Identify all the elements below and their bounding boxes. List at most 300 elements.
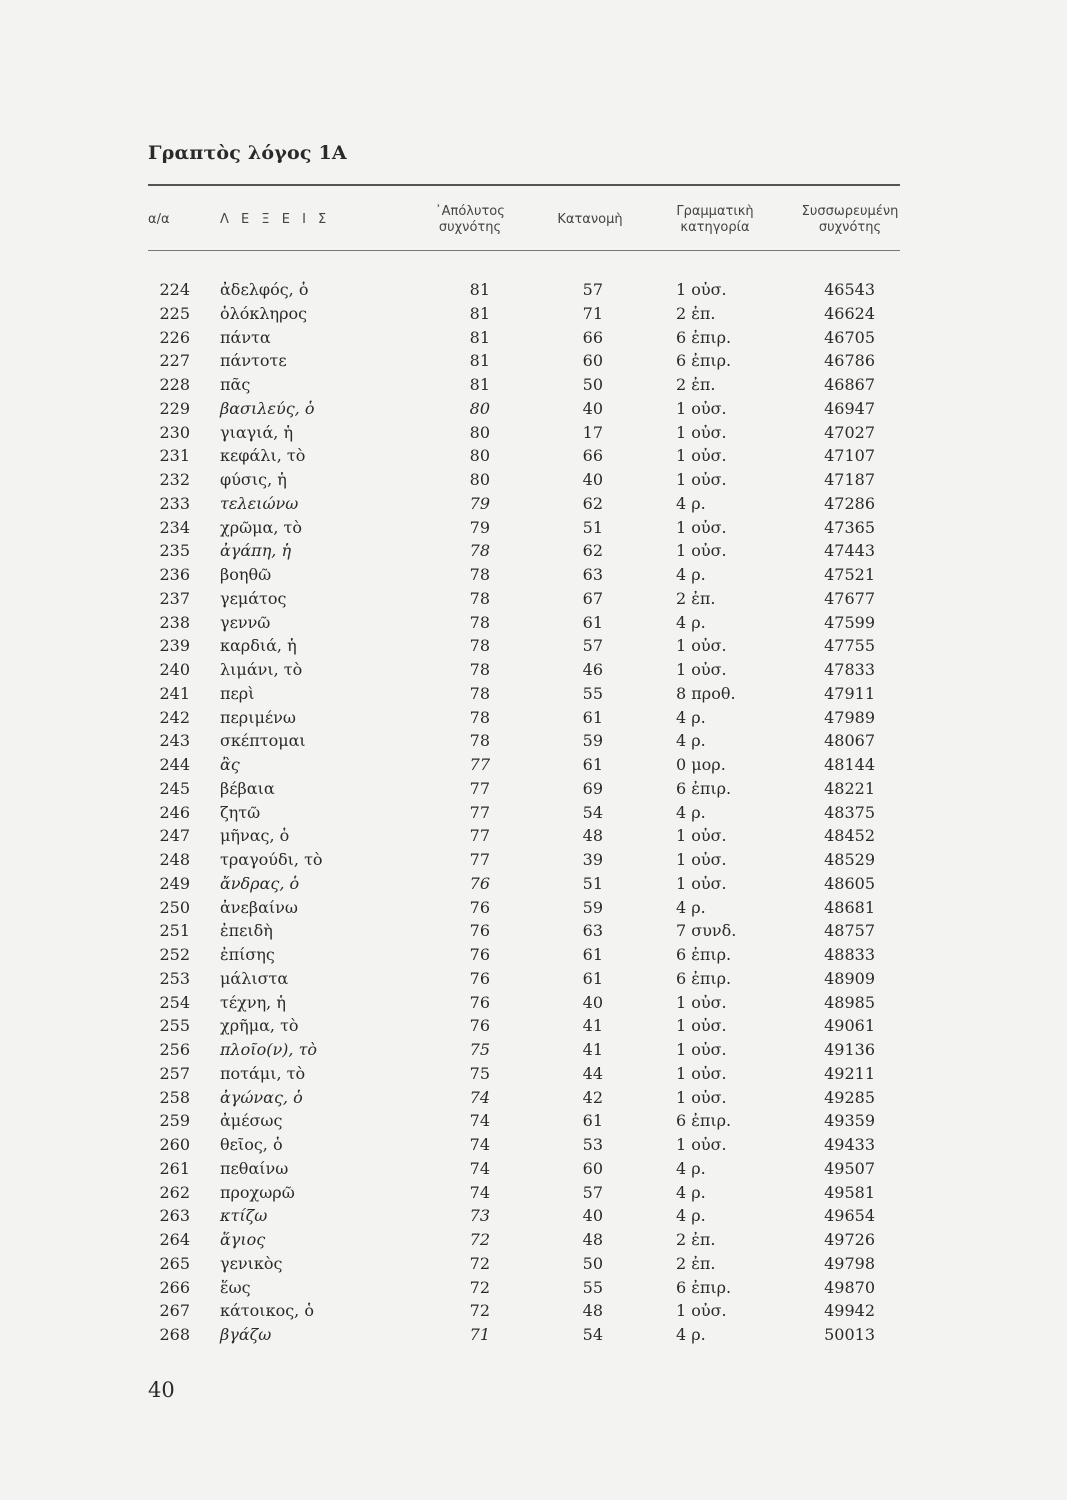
row-word: περιμένω bbox=[220, 707, 296, 727]
row-absolute-frequency: 72 bbox=[469, 1230, 490, 1249]
row-cumulative-frequency: 48985 bbox=[824, 992, 875, 1012]
page-number: 40 bbox=[148, 1378, 175, 1402]
row-word: ἅγιος bbox=[220, 1230, 266, 1249]
table-row bbox=[0, 919, 1067, 943]
row-grammatical-category: 1 οὐσ. bbox=[676, 1135, 727, 1154]
row-number: 245 bbox=[159, 778, 190, 798]
row-word: βασιλεύς, ὁ bbox=[220, 398, 315, 418]
row-cumulative-frequency: 46786 bbox=[824, 351, 875, 371]
column-header-words: Λ Ε Ξ Ε Ι Σ bbox=[220, 212, 331, 227]
row-grammatical-category: 1 οὐσ. bbox=[676, 280, 727, 299]
row-cumulative-frequency: 49654 bbox=[824, 1206, 875, 1226]
row-distribution: 62 bbox=[582, 541, 603, 561]
row-grammatical-category: 2 ἐπ. bbox=[676, 1230, 716, 1249]
table-row bbox=[0, 967, 1067, 991]
table-row bbox=[0, 753, 1067, 777]
table-row bbox=[0, 1228, 1067, 1252]
column-header-grammatical-category bbox=[655, 204, 775, 236]
row-grammatical-category: 6 ἐπιρ. bbox=[676, 945, 732, 964]
table-row bbox=[0, 302, 1067, 326]
row-number: 263 bbox=[159, 1206, 190, 1226]
row-distribution: 53 bbox=[582, 1135, 603, 1154]
row-grammatical-category: 2 ἐπ. bbox=[676, 588, 716, 608]
row-grammatical-category: 4 ρ. bbox=[676, 565, 706, 584]
row-distribution: 57 bbox=[582, 636, 603, 656]
row-cumulative-frequency: 49359 bbox=[824, 1111, 875, 1131]
row-distribution: 61 bbox=[582, 612, 603, 632]
row-cumulative-frequency: 48067 bbox=[824, 731, 875, 751]
row-word: πάντα bbox=[220, 327, 271, 347]
row-absolute-frequency: 77 bbox=[469, 802, 490, 822]
table-row bbox=[0, 682, 1067, 706]
row-word: λιμάνι, τὸ bbox=[220, 660, 303, 679]
row-distribution: 48 bbox=[582, 1230, 603, 1249]
table-row bbox=[0, 1062, 1067, 1086]
row-grammatical-category: 6 ἐπιρ. bbox=[676, 778, 732, 798]
row-distribution: 62 bbox=[582, 493, 603, 513]
row-absolute-frequency: 79 bbox=[469, 517, 490, 537]
row-absolute-frequency: 81 bbox=[469, 351, 490, 371]
header-line: συχνότης bbox=[818, 220, 882, 235]
row-distribution: 55 bbox=[582, 683, 603, 703]
row-absolute-frequency: 76 bbox=[469, 1016, 490, 1036]
table-row bbox=[0, 444, 1067, 468]
row-number: 240 bbox=[159, 660, 190, 679]
row-grammatical-category: 1 οὐσ. bbox=[676, 850, 727, 869]
table-row bbox=[0, 634, 1067, 658]
row-word: καρδιά, ἡ bbox=[220, 636, 297, 656]
row-number: 264 bbox=[159, 1230, 190, 1249]
row-number: 268 bbox=[159, 1325, 190, 1344]
row-absolute-frequency: 76 bbox=[469, 992, 490, 1012]
row-cumulative-frequency: 47443 bbox=[824, 541, 875, 561]
row-grammatical-category: 1 οὐσ. bbox=[676, 1016, 727, 1036]
table-row bbox=[0, 777, 1067, 801]
row-distribution: 61 bbox=[582, 755, 603, 774]
row-word: φύσις, ἡ bbox=[220, 470, 287, 489]
row-grammatical-category: 1 οὐσ. bbox=[676, 826, 727, 846]
row-number: 227 bbox=[159, 351, 190, 371]
row-absolute-frequency: 76 bbox=[469, 968, 490, 988]
row-distribution: 61 bbox=[582, 707, 603, 727]
header-line: κατηγορία bbox=[680, 220, 750, 235]
row-grammatical-category: 6 ἐπιρ. bbox=[676, 1277, 732, 1297]
row-grammatical-category: 2 ἐπ. bbox=[676, 303, 716, 323]
row-cumulative-frequency: 47286 bbox=[824, 493, 875, 513]
table-row bbox=[0, 824, 1067, 848]
row-word: βγάζω bbox=[220, 1325, 272, 1344]
row-number: 253 bbox=[159, 968, 190, 988]
row-distribution: 48 bbox=[582, 1301, 603, 1321]
row-word: ποτάμι, τὸ bbox=[220, 1063, 306, 1083]
row-distribution: 40 bbox=[582, 398, 603, 418]
row-word: προχωρῶ bbox=[220, 1182, 295, 1202]
row-distribution: 66 bbox=[582, 327, 603, 347]
row-absolute-frequency: 72 bbox=[469, 1253, 490, 1273]
row-distribution: 50 bbox=[582, 1253, 603, 1273]
row-distribution: 17 bbox=[582, 422, 603, 442]
row-cumulative-frequency: 49285 bbox=[824, 1087, 875, 1107]
row-number: 226 bbox=[159, 327, 190, 347]
row-number: 265 bbox=[159, 1253, 190, 1273]
row-distribution: 60 bbox=[582, 351, 603, 371]
row-absolute-frequency: 74 bbox=[469, 1087, 490, 1107]
row-grammatical-category: 7 συνδ. bbox=[676, 921, 737, 941]
table-row bbox=[0, 349, 1067, 373]
row-number: 235 bbox=[159, 541, 190, 561]
row-word: τραγούδι, τὸ bbox=[220, 850, 323, 869]
row-number: 244 bbox=[159, 755, 190, 774]
table-row bbox=[0, 563, 1067, 587]
column-header-distribution: Κατανομὴ bbox=[557, 212, 623, 227]
row-grammatical-category: 4 ρ. bbox=[676, 1325, 706, 1344]
row-word: ἐπίσης bbox=[220, 945, 275, 964]
table-row bbox=[0, 587, 1067, 611]
row-grammatical-category: 4 ρ. bbox=[676, 1182, 706, 1202]
row-grammatical-category: 4 ρ. bbox=[676, 707, 706, 727]
row-word: ἀδελφός, ὁ bbox=[220, 280, 309, 299]
row-number: 257 bbox=[159, 1063, 190, 1083]
row-distribution: 41 bbox=[582, 1040, 603, 1059]
row-word: ἕως bbox=[220, 1277, 251, 1297]
row-absolute-frequency: 76 bbox=[469, 873, 490, 893]
row-cumulative-frequency: 47107 bbox=[824, 446, 875, 466]
row-absolute-frequency: 74 bbox=[469, 1182, 490, 1202]
row-distribution: 54 bbox=[582, 802, 603, 822]
row-grammatical-category: 1 οὐσ. bbox=[676, 1040, 727, 1059]
row-word: ἄνδρας, ὁ bbox=[220, 873, 300, 893]
row-cumulative-frequency: 46947 bbox=[824, 398, 875, 418]
row-grammatical-category: 4 ρ. bbox=[676, 493, 706, 513]
header-line: Συσσωρευμένη bbox=[801, 204, 899, 219]
row-number: 247 bbox=[159, 826, 190, 846]
row-distribution: 44 bbox=[582, 1063, 603, 1083]
table-row bbox=[0, 991, 1067, 1015]
frequency-table bbox=[0, 278, 1067, 1347]
row-grammatical-category: 1 οὐσ. bbox=[676, 1301, 727, 1321]
table-row bbox=[0, 1157, 1067, 1181]
row-word: γεννῶ bbox=[220, 612, 271, 632]
row-cumulative-frequency: 48375 bbox=[824, 802, 875, 822]
row-word: σκέπτομαι bbox=[220, 731, 306, 751]
row-number: 251 bbox=[159, 921, 190, 941]
row-distribution: 40 bbox=[582, 470, 603, 489]
row-word: κεφάλι, τὸ bbox=[220, 446, 306, 466]
row-distribution: 50 bbox=[582, 375, 603, 394]
row-grammatical-category: 4 ρ. bbox=[676, 612, 706, 632]
column-header-cumulative-frequency bbox=[790, 204, 910, 236]
row-absolute-frequency: 78 bbox=[469, 660, 490, 679]
row-word: πάντοτε bbox=[220, 351, 287, 371]
row-word: πλοῖο(ν), τὸ bbox=[220, 1040, 318, 1059]
row-number: 262 bbox=[159, 1182, 190, 1202]
table-row bbox=[0, 1204, 1067, 1228]
table-row bbox=[0, 943, 1067, 967]
row-grammatical-category: 8 προθ. bbox=[676, 683, 736, 703]
row-word: τελειώνω bbox=[220, 493, 299, 513]
row-number: 243 bbox=[159, 731, 190, 751]
row-grammatical-category: 2 ἐπ. bbox=[676, 375, 716, 394]
row-word: πᾶς bbox=[220, 375, 251, 394]
row-word: γεμάτος bbox=[220, 588, 287, 608]
table-row bbox=[0, 421, 1067, 445]
table-row bbox=[0, 539, 1067, 563]
row-word: βέβαια bbox=[220, 778, 275, 798]
row-cumulative-frequency: 47911 bbox=[824, 683, 875, 703]
row-word: γενικὸς bbox=[220, 1253, 283, 1273]
row-number: 254 bbox=[159, 992, 190, 1012]
row-grammatical-category: 6 ἐπιρ. bbox=[676, 1111, 732, 1131]
table-row bbox=[0, 373, 1067, 397]
row-number: 224 bbox=[159, 280, 190, 299]
row-absolute-frequency: 80 bbox=[469, 470, 490, 489]
row-cumulative-frequency: 47755 bbox=[824, 636, 875, 656]
row-absolute-frequency: 78 bbox=[469, 731, 490, 751]
row-grammatical-category: 4 ρ. bbox=[676, 731, 706, 751]
row-cumulative-frequency: 48144 bbox=[824, 755, 875, 774]
row-grammatical-category: 6 ἐπιρ. bbox=[676, 968, 732, 988]
row-number: 258 bbox=[159, 1087, 190, 1107]
row-distribution: 42 bbox=[582, 1087, 603, 1107]
row-absolute-frequency: 81 bbox=[469, 303, 490, 323]
row-word: ἀγάπη, ἡ bbox=[220, 541, 292, 561]
row-grammatical-category: 1 οὐσ. bbox=[676, 1087, 727, 1107]
row-word: ζητῶ bbox=[220, 802, 261, 822]
row-grammatical-category: 2 ἐπ. bbox=[676, 1253, 716, 1273]
row-absolute-frequency: 72 bbox=[469, 1301, 490, 1321]
row-distribution: 54 bbox=[582, 1325, 603, 1344]
row-absolute-frequency: 78 bbox=[469, 565, 490, 584]
row-distribution: 39 bbox=[582, 850, 603, 869]
row-cumulative-frequency: 49870 bbox=[824, 1277, 875, 1297]
row-word: πεθαίνω bbox=[220, 1158, 289, 1178]
row-number: 239 bbox=[159, 636, 190, 656]
table-row bbox=[0, 611, 1067, 635]
row-cumulative-frequency: 48221 bbox=[824, 778, 875, 798]
table-row bbox=[0, 801, 1067, 825]
row-distribution: 48 bbox=[582, 826, 603, 846]
row-number: 249 bbox=[159, 873, 190, 893]
row-distribution: 41 bbox=[582, 1016, 603, 1036]
row-grammatical-category: 1 οὐσ. bbox=[676, 398, 727, 418]
row-cumulative-frequency: 48681 bbox=[824, 897, 875, 917]
row-cumulative-frequency: 48833 bbox=[824, 945, 875, 964]
row-word: μάλιστα bbox=[220, 968, 289, 988]
row-number: 260 bbox=[159, 1135, 190, 1154]
row-grammatical-category: 1 οὐσ. bbox=[676, 422, 727, 442]
row-absolute-frequency: 76 bbox=[469, 921, 490, 941]
row-number: 256 bbox=[159, 1040, 190, 1059]
row-distribution: 57 bbox=[582, 280, 603, 299]
row-grammatical-category: 1 οὐσ. bbox=[676, 446, 727, 466]
row-grammatical-category: 4 ρ. bbox=[676, 802, 706, 822]
row-cumulative-frequency: 49581 bbox=[824, 1182, 875, 1202]
row-cumulative-frequency: 46624 bbox=[824, 303, 875, 323]
row-cumulative-frequency: 49433 bbox=[824, 1135, 875, 1154]
table-row bbox=[0, 1038, 1067, 1062]
row-number: 259 bbox=[159, 1111, 190, 1131]
row-absolute-frequency: 73 bbox=[469, 1206, 490, 1226]
row-absolute-frequency: 78 bbox=[469, 683, 490, 703]
row-absolute-frequency: 71 bbox=[469, 1325, 490, 1344]
row-distribution: 46 bbox=[582, 660, 603, 679]
page-title: Γραπτὸς λόγος 1Α bbox=[148, 142, 347, 164]
table-row bbox=[0, 848, 1067, 872]
row-number: 229 bbox=[159, 398, 190, 418]
table-row bbox=[0, 278, 1067, 302]
row-word: γιαγιά, ἡ bbox=[220, 422, 294, 442]
header-line: συχνότης bbox=[438, 220, 502, 235]
row-absolute-frequency: 81 bbox=[469, 327, 490, 347]
row-word: ἀγώνας, ὁ bbox=[220, 1087, 303, 1107]
row-distribution: 61 bbox=[582, 1111, 603, 1131]
row-cumulative-frequency: 49507 bbox=[824, 1158, 875, 1178]
row-absolute-frequency: 78 bbox=[469, 707, 490, 727]
row-word: ὁλόκληρος bbox=[220, 303, 308, 323]
row-grammatical-category: 1 οὐσ. bbox=[676, 541, 727, 561]
row-word: μῆνας, ὁ bbox=[220, 826, 290, 846]
row-absolute-frequency: 80 bbox=[469, 446, 490, 466]
row-word: χρῶμα, τὸ bbox=[220, 517, 303, 537]
row-cumulative-frequency: 49061 bbox=[824, 1016, 875, 1036]
row-cumulative-frequency: 49211 bbox=[824, 1063, 875, 1083]
row-distribution: 66 bbox=[582, 446, 603, 466]
header-line: ᾿Απόλυτος bbox=[435, 204, 505, 219]
row-cumulative-frequency: 47833 bbox=[824, 660, 875, 679]
row-absolute-frequency: 75 bbox=[469, 1063, 490, 1083]
row-cumulative-frequency: 46867 bbox=[824, 375, 875, 394]
row-absolute-frequency: 81 bbox=[469, 375, 490, 394]
table-row bbox=[0, 1299, 1067, 1323]
row-distribution: 40 bbox=[582, 992, 603, 1012]
row-absolute-frequency: 76 bbox=[469, 897, 490, 917]
row-cumulative-frequency: 49136 bbox=[824, 1040, 875, 1059]
table-row bbox=[0, 1014, 1067, 1038]
row-absolute-frequency: 75 bbox=[469, 1040, 490, 1059]
row-number: 225 bbox=[159, 303, 190, 323]
row-grammatical-category: 0 μορ. bbox=[676, 755, 726, 774]
row-word: κτίζω bbox=[220, 1206, 268, 1226]
row-distribution: 63 bbox=[582, 921, 603, 941]
row-absolute-frequency: 72 bbox=[469, 1277, 490, 1297]
row-absolute-frequency: 77 bbox=[469, 850, 490, 869]
row-distribution: 51 bbox=[582, 517, 603, 537]
row-number: 232 bbox=[159, 470, 190, 489]
table-row bbox=[0, 1133, 1067, 1157]
row-absolute-frequency: 76 bbox=[469, 945, 490, 964]
row-cumulative-frequency: 48605 bbox=[824, 873, 875, 893]
row-cumulative-frequency: 47187 bbox=[824, 470, 875, 489]
row-number: 238 bbox=[159, 612, 190, 632]
row-word: τέχνη, ἡ bbox=[220, 992, 286, 1012]
table-row bbox=[0, 1323, 1067, 1347]
table-row bbox=[0, 516, 1067, 540]
row-cumulative-frequency: 47365 bbox=[824, 517, 875, 537]
row-absolute-frequency: 77 bbox=[469, 755, 490, 774]
row-grammatical-category: 1 οὐσ. bbox=[676, 636, 727, 656]
row-grammatical-category: 1 οὐσ. bbox=[676, 517, 727, 537]
row-absolute-frequency: 78 bbox=[469, 612, 490, 632]
row-absolute-frequency: 74 bbox=[469, 1158, 490, 1178]
table-row bbox=[0, 896, 1067, 920]
table-row bbox=[0, 468, 1067, 492]
row-distribution: 61 bbox=[582, 945, 603, 964]
row-cumulative-frequency: 50013 bbox=[824, 1325, 875, 1344]
table-row bbox=[0, 729, 1067, 753]
row-number: 242 bbox=[159, 707, 190, 727]
row-distribution: 59 bbox=[582, 731, 603, 751]
row-distribution: 71 bbox=[582, 303, 603, 323]
row-absolute-frequency: 78 bbox=[469, 588, 490, 608]
row-distribution: 55 bbox=[582, 1277, 603, 1297]
row-cumulative-frequency: 47027 bbox=[824, 422, 875, 442]
row-number: 261 bbox=[159, 1158, 190, 1178]
row-distribution: 67 bbox=[582, 588, 603, 608]
row-number: 237 bbox=[159, 588, 190, 608]
row-number: 267 bbox=[159, 1301, 190, 1321]
table-row bbox=[0, 658, 1067, 682]
row-cumulative-frequency: 49798 bbox=[824, 1253, 875, 1273]
row-distribution: 69 bbox=[582, 778, 603, 798]
row-absolute-frequency: 78 bbox=[469, 541, 490, 561]
row-cumulative-frequency: 46705 bbox=[824, 327, 875, 347]
row-word: ἐπειδὴ bbox=[220, 921, 273, 941]
column-header-aa: α/α bbox=[148, 212, 170, 227]
row-absolute-frequency: 77 bbox=[469, 826, 490, 846]
row-number: 246 bbox=[159, 802, 190, 822]
row-number: 266 bbox=[159, 1277, 190, 1297]
header-rule bbox=[148, 250, 900, 251]
row-number: 250 bbox=[159, 897, 190, 917]
row-grammatical-category: 4 ρ. bbox=[676, 1206, 706, 1226]
row-grammatical-category: 1 οὐσ. bbox=[676, 873, 727, 893]
table-row bbox=[0, 1181, 1067, 1205]
table-row bbox=[0, 1276, 1067, 1300]
row-absolute-frequency: 74 bbox=[469, 1111, 490, 1131]
row-cumulative-frequency: 47677 bbox=[824, 588, 875, 608]
row-cumulative-frequency: 48909 bbox=[824, 968, 875, 988]
row-word: χρῆμα, τὸ bbox=[220, 1016, 299, 1036]
row-grammatical-category: 1 οὐσ. bbox=[676, 992, 727, 1012]
row-absolute-frequency: 77 bbox=[469, 778, 490, 798]
row-grammatical-category: 6 ἐπιρ. bbox=[676, 327, 732, 347]
table-row bbox=[0, 706, 1067, 730]
row-grammatical-category: 4 ρ. bbox=[676, 1158, 706, 1178]
row-cumulative-frequency: 47521 bbox=[824, 565, 875, 584]
row-absolute-frequency: 74 bbox=[469, 1135, 490, 1154]
header-line: Γραμματικὴ bbox=[676, 204, 754, 219]
row-grammatical-category: 1 οὐσ. bbox=[676, 660, 727, 679]
row-number: 252 bbox=[159, 945, 190, 964]
row-cumulative-frequency: 47989 bbox=[824, 707, 875, 727]
row-distribution: 63 bbox=[582, 565, 603, 584]
row-number: 231 bbox=[159, 446, 190, 466]
row-number: 233 bbox=[159, 493, 190, 513]
row-absolute-frequency: 80 bbox=[469, 398, 490, 418]
table-row bbox=[0, 326, 1067, 350]
row-distribution: 57 bbox=[582, 1182, 603, 1202]
column-header-absolute-frequency bbox=[415, 204, 525, 236]
row-cumulative-frequency: 48452 bbox=[824, 826, 875, 846]
row-cumulative-frequency: 49942 bbox=[824, 1301, 875, 1321]
row-grammatical-category: 1 οὐσ. bbox=[676, 1063, 727, 1083]
row-word: κάτοικος, ὁ bbox=[220, 1301, 314, 1321]
top-rule bbox=[148, 184, 900, 186]
row-word: ἀνεβαίνω bbox=[220, 897, 298, 917]
row-number: 241 bbox=[159, 683, 190, 703]
row-number: 236 bbox=[159, 565, 190, 584]
table-row bbox=[0, 1252, 1067, 1276]
